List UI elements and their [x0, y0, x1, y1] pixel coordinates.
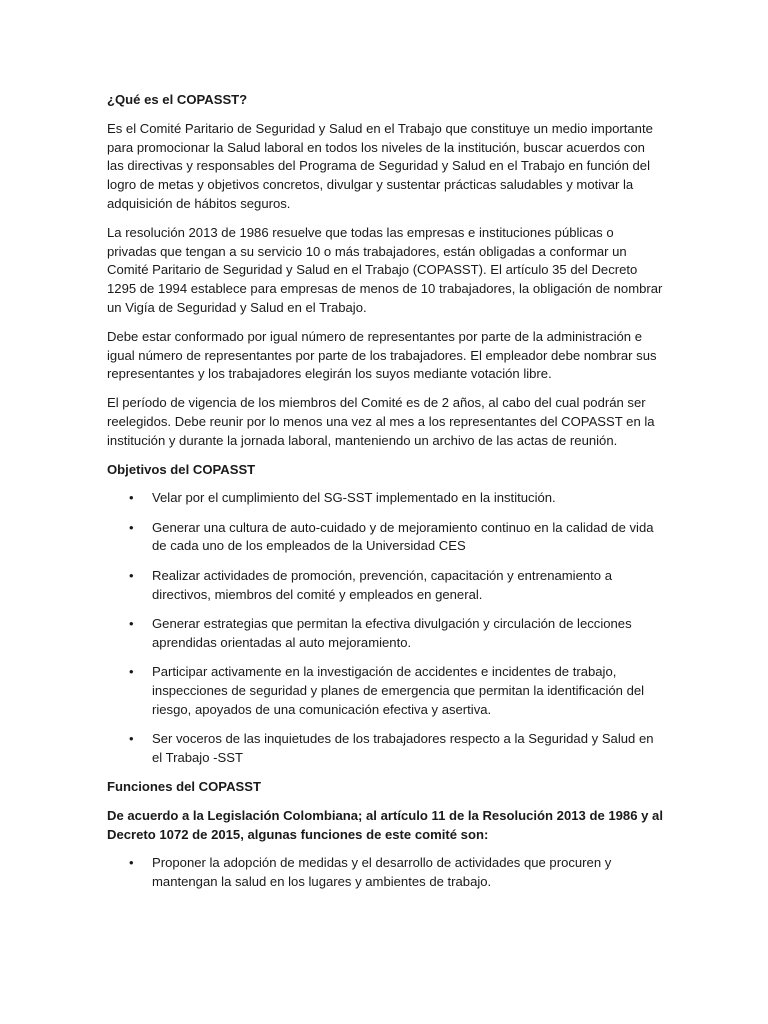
- objectives-heading: Objetivos del COPASST: [107, 461, 256, 477]
- bullet-icon: •: [129, 663, 134, 679]
- page-title: ¿Qué es el COPASST?: [107, 92, 248, 107]
- bullet-icon: •: [129, 855, 134, 871]
- list-item: [107, 489, 663, 508]
- list-item-text: Ser voceros de las inquietudes de los trabajadores respecto a la Seguridad y Salud en el Trabajo -SST: [152, 730, 654, 765]
- bullet-icon: •: [129, 615, 134, 631]
- paragraph-term: El período de vigencia de los miembros del Comité es de 2 años, al cabo del cual podrán ser reelegidos. Debe reunir por lo menos una vez al mes a los representantes del COPASST en la institución y durante la jornada laboral, manteniendo un archivo de las actas de reunión.: [107, 395, 655, 448]
- paragraph-composition: Debe estar conformado por igual número de representantes por parte de la administración e igual número de representantes por parte de los trabajadores. El empleador debe nombrar sus representantes y los trabajadores elegirán los suyos mediante votación libre.: [107, 328, 657, 382]
- list-item: [107, 615, 663, 653]
- objectives-list: [107, 489, 663, 767]
- list-item: [107, 663, 663, 719]
- list-item: [107, 519, 663, 557]
- functions-list: [107, 854, 663, 892]
- functions-heading: Funciones del COPASST: [107, 778, 261, 794]
- list-item: [107, 730, 663, 768]
- list-item-text: Realizar actividades de promoción, prevención, capacitación y entrenamiento a directivos, miembros del comité y empleados en general.: [152, 567, 612, 602]
- list-item-text: Proponer la adopción de medidas y el desarrollo de actividades que procuren y mantengan la salud en los lugares y ambientes de trabajo.: [152, 855, 612, 890]
- paragraph-resolution: La resolución 2013 de 1986 resuelve que todas las empresas e instituciones públicas o privadas que tengan a su servicio 10 o más trabajadores, están obligadas a conformar un Comité Paritario de Seguridad y Salud en el Trabajo (COPASST). El artículo 35 del Decreto 1295 de 1994 establece para empresas de menos de 10 trabajadores, la obligación de nombrar un Vigía de Seguridad y Salud en el Trabajo.: [107, 224, 663, 315]
- bullet-icon: •: [129, 567, 134, 583]
- list-item: [107, 567, 663, 605]
- list-item: [107, 854, 663, 892]
- functions-intro: De acuerdo a la Legislación Colombiana; al artículo 11 de la Resolución 2013 de 1986 y al Decreto 1072 de 2015, algunas funciones de este comité son:: [107, 807, 663, 842]
- bullet-icon: •: [129, 519, 134, 535]
- bullet-icon: •: [129, 490, 134, 506]
- list-item-text: Participar activamente en la investigación de accidentes e incidentes de trabajo, inspecciones de seguridad y planes de emergencia que permitan la identificación del riesgo, apoyados de una comunicación efectiva y asertiva.: [152, 663, 645, 717]
- list-item-text: Generar una cultura de auto-cuidado y de mejoramiento continuo en la calidad de vida de cada uno de los empleados de la Universidad CES: [152, 519, 654, 554]
- bullet-icon: •: [129, 730, 134, 746]
- list-item-text: Velar por el cumplimiento del SG-SST implementado en la institución.: [152, 490, 556, 506]
- list-item-text: Generar estrategias que permitan la efectiva divulgación y circulación de lecciones aprendidas orientadas al auto mejoramiento.: [152, 615, 632, 650]
- paragraph-definition: Es el Comité Paritario de Seguridad y Salud en el Trabajo que constituye un medio importante para promocionar la Salud laboral en todos los niveles de la institución, buscar acuerdos con las directivas y responsables del Programa de Seguridad y Salud en el Trabajo en función del logro de metas y objetivos concretos, divulgar y sustentar prácticas saludables y motivar la adquisición de hábitos seguros.: [107, 120, 653, 211]
- document-page: [107, 91, 663, 902]
